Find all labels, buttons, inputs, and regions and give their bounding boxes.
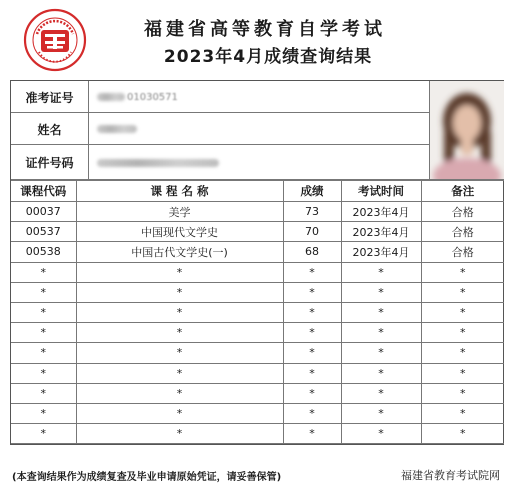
exam-time: *: [341, 383, 421, 403]
column-header-course-name: 课 程 名 称: [76, 181, 283, 202]
course-note: 合格: [421, 202, 504, 222]
course-score: 68: [283, 242, 341, 262]
table-row: [11, 383, 504, 403]
course-name: *: [76, 363, 283, 383]
exam-time: 2023年4月: [341, 202, 421, 222]
candidate-photo: [429, 81, 504, 180]
course-note: *: [421, 262, 504, 282]
course-score: *: [283, 403, 341, 423]
course-name: *: [76, 424, 283, 444]
course-name: *: [76, 383, 283, 403]
course-code: *: [11, 262, 76, 282]
course-code: *: [11, 363, 76, 383]
course-score: 73: [283, 202, 341, 222]
table-row: [11, 242, 504, 262]
course-name: *: [76, 282, 283, 302]
admission-number-value: [89, 81, 429, 113]
exam-time: *: [341, 343, 421, 363]
course-code: 00538: [11, 242, 76, 262]
admission-number-label: 准考证号: [11, 81, 89, 113]
course-score: 70: [283, 222, 341, 242]
name-value-redacted: [89, 113, 429, 145]
course-name: *: [76, 323, 283, 343]
course-code: *: [11, 282, 76, 302]
column-header-score: 成绩: [283, 181, 341, 202]
redacted-block: [97, 93, 125, 101]
table-row: [11, 424, 504, 444]
id-number-label: 证件号码: [11, 145, 89, 180]
exam-time: 2023年4月: [341, 222, 421, 242]
table-row: [11, 282, 504, 302]
course-code: *: [11, 424, 76, 444]
course-name: 中国古代文学史(一): [76, 242, 283, 262]
course-note: *: [421, 403, 504, 423]
footer: [12, 465, 504, 483]
course-name: *: [76, 403, 283, 423]
course-note: 合格: [421, 222, 504, 242]
course-name: *: [76, 262, 283, 282]
portrait-image: [430, 81, 504, 180]
admission-number-visible: 01030571: [127, 91, 178, 103]
course-note: *: [421, 343, 504, 363]
course-name: *: [76, 343, 283, 363]
exam-time: *: [341, 424, 421, 444]
course-note: *: [421, 323, 504, 343]
name-row: [11, 113, 429, 145]
table-row: [11, 302, 504, 322]
course-code: *: [11, 403, 76, 423]
course-score: *: [283, 323, 341, 343]
column-header-exam-time: 考试时间: [341, 181, 421, 202]
column-header-code: 课程代码: [11, 181, 76, 202]
footer-note: (本查询结果作为成绩复查及毕业申请原始凭证，请妥善保管): [12, 472, 282, 483]
course-code: *: [11, 343, 76, 363]
table-row: [11, 202, 504, 222]
exam-time: *: [341, 323, 421, 343]
course-code: 00037: [11, 202, 76, 222]
table-header-row: [11, 181, 504, 202]
exam-time: *: [341, 302, 421, 322]
header: [0, 0, 514, 78]
exam-time: *: [341, 403, 421, 423]
table-row: [11, 262, 504, 282]
course-code: *: [11, 323, 76, 343]
course-score: *: [283, 363, 341, 383]
course-code: *: [11, 383, 76, 403]
exam-time: *: [341, 363, 421, 383]
table-row: [11, 343, 504, 363]
course-note: *: [421, 424, 504, 444]
page-subtitle: 2023年4月成绩查询结果: [163, 47, 373, 67]
table-row: [11, 363, 504, 383]
exam-time: *: [341, 262, 421, 282]
course-note: 合格: [421, 242, 504, 262]
course-score: *: [283, 302, 341, 322]
table-row: [11, 323, 504, 343]
course-code: *: [11, 302, 76, 322]
course-name: *: [76, 302, 283, 322]
name-label: 姓名: [11, 113, 89, 145]
grades-table: [11, 180, 504, 444]
id-number-value-redacted: [89, 145, 429, 180]
course-score: *: [283, 383, 341, 403]
exam-time: *: [341, 282, 421, 302]
course-score: *: [283, 343, 341, 363]
course-note: *: [421, 363, 504, 383]
course-score: *: [283, 424, 341, 444]
course-name: 中国现代文学史: [76, 222, 283, 242]
course-name: 美学: [76, 202, 283, 222]
course-score: *: [283, 282, 341, 302]
course-note: *: [421, 302, 504, 322]
table-row: [11, 403, 504, 423]
exam-time: 2023年4月: [341, 242, 421, 262]
course-note: *: [421, 383, 504, 403]
result-card: [10, 80, 504, 445]
id-number-row: [11, 145, 429, 180]
column-header-note: 备注: [421, 181, 504, 202]
page-title: 福建省高等教育自学考试: [144, 19, 386, 40]
footer-site-name: 福建省教育考试院网: [401, 469, 500, 482]
admission-number-row: [11, 81, 429, 113]
course-score: *: [283, 262, 341, 282]
table-row: [11, 222, 504, 242]
course-code: 00537: [11, 222, 76, 242]
course-note: *: [421, 282, 504, 302]
